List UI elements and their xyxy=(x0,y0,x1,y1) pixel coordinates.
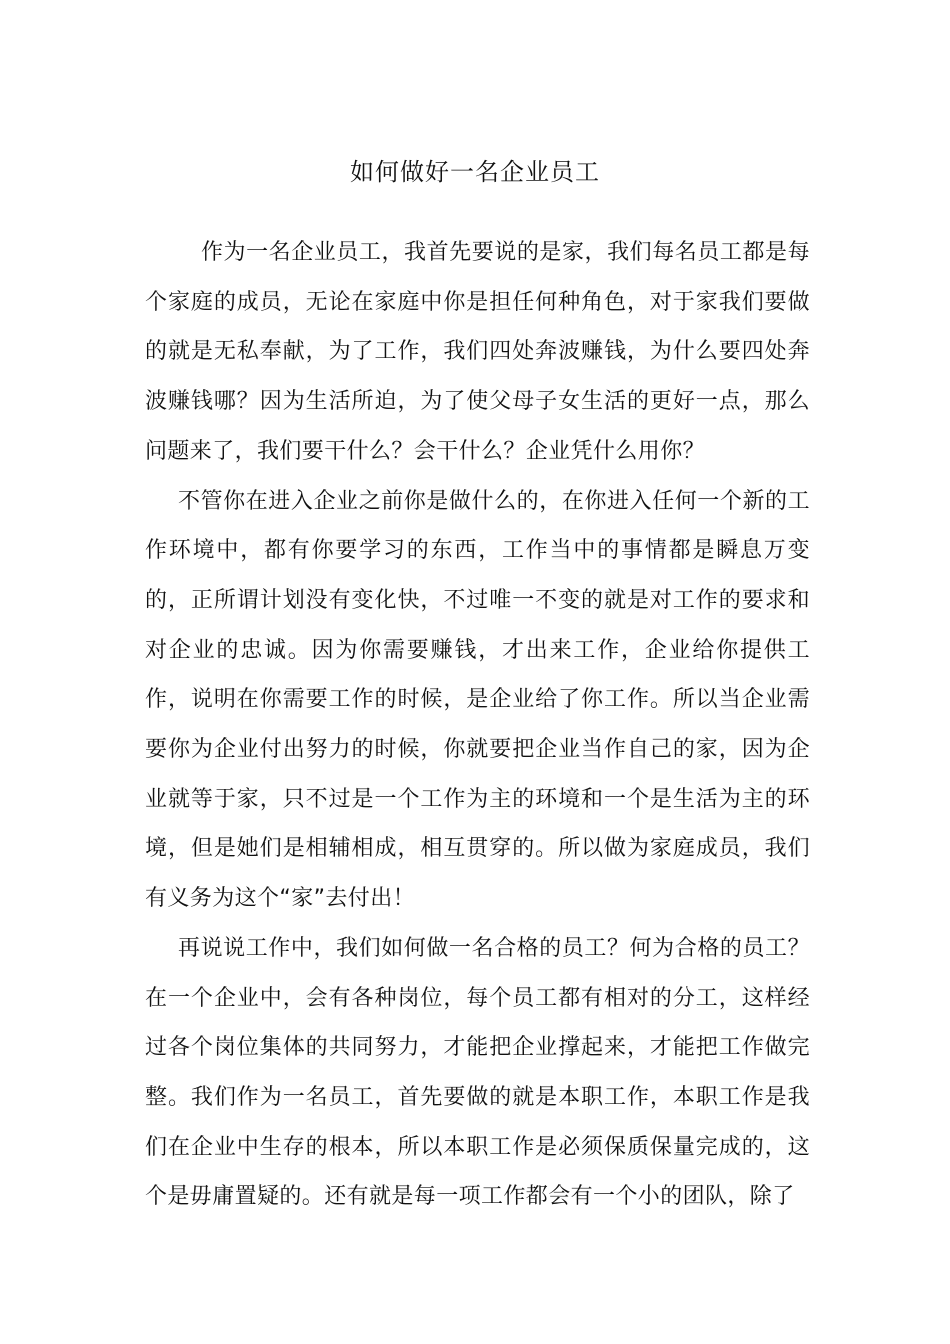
document-body xyxy=(145,228,810,1222)
paragraph-2: 不管你在进入企业之前你是做什么的，在你进入任何一个新的工作环境中，都有你要学习的东西，工作当中的事情都是瞬息万变的，正所谓计划没有变化快，不过唯一不变的就是对工作的要求和对企业的忠诚。因为你需要赚钱，才出来工作，企业给你提供工作，说明在你需要工作的时候，是企业给了你工作。所以当企业需要你为企业付出努力的时候，你就要把企业当作自己的家，因为企业就等于家，只不过是一个工作为主的环境和一个是生活为主的环境，但是她们是相辅相成，相互贯穿的。所以做为家庭成员，我们有义务为这个“家”去付出！ xyxy=(145,488,810,912)
paragraph-3: 再说说工作中，我们如何做一名合格的员工？何为合格的员工？在一个企业中，会有各种岗位，每个员工都有相对的分工，这样经过各个岗位集体的共同努力，才能把企业撑起来，才能把工作做完整。我们作为一名员工，首先要做的就是本职工作，本职工作是我们在企业中生存的根本，所以本职工作是必须保质保量完成的，这个是毋庸置疑的。还有就是每一项工作都会有一个小的团队，除了 xyxy=(145,935,810,1210)
paragraph-1: 作为一名企业员工，我首先要说的是家，我们每名员工都是每个家庭的成员，无论在家庭中你是担任何种角色，对于家我们要做的就是无私奉献，为了工作，我们四处奔波赚钱，为什么要四处奔波赚钱哪？因为生活所迫，为了使父母子女生活的更好一点，那么问题来了，我们要干什么？会干什么？企业凭什么用你？ xyxy=(145,240,810,464)
document-title: 如何做好一名企业员工 xyxy=(350,158,600,186)
